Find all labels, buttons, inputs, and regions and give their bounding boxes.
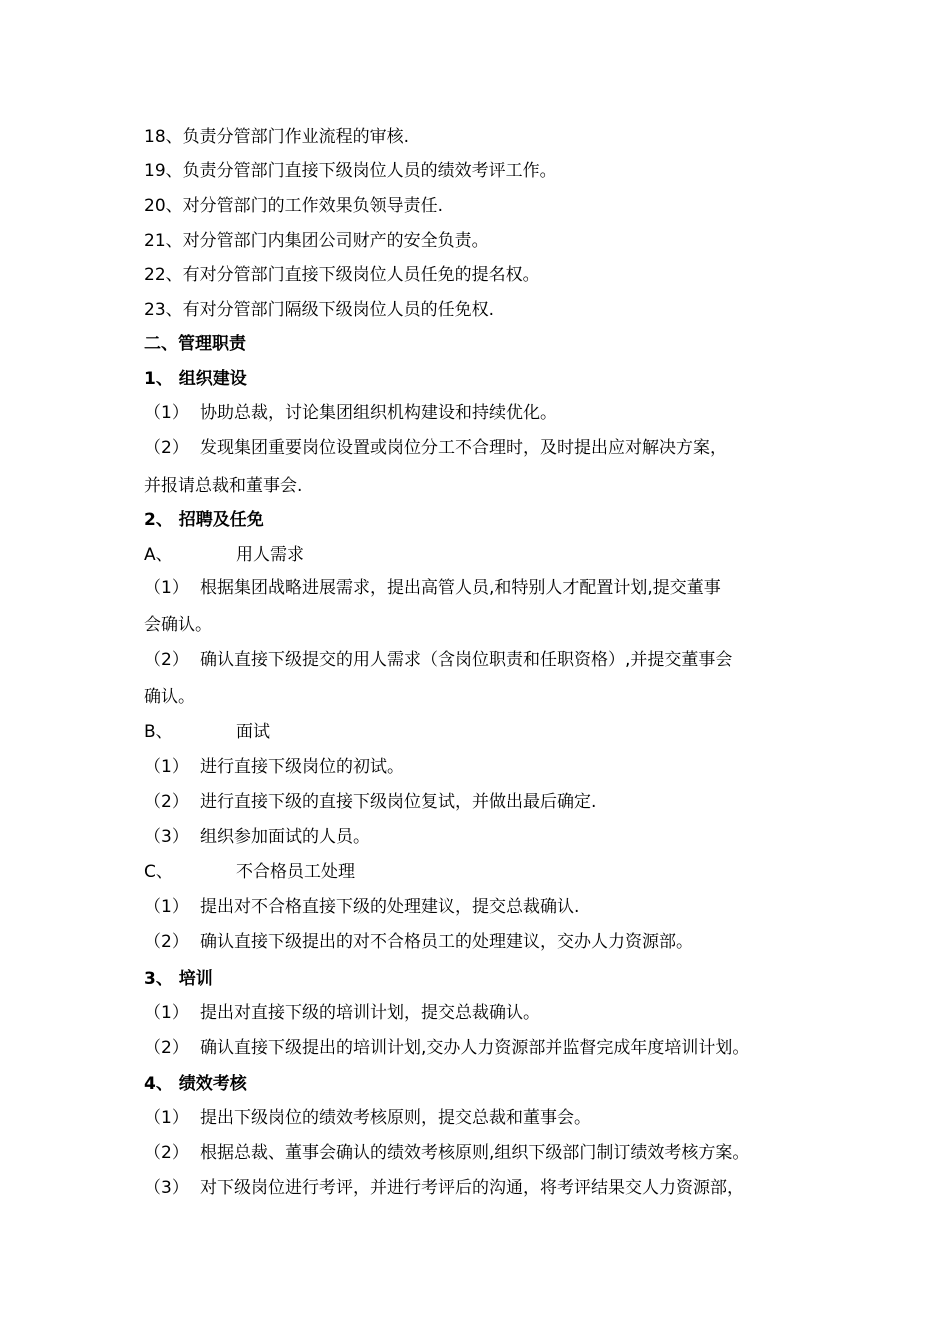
item-text: 提出下级岗位的绩效考核原则，提交总裁和董事会。	[200, 1108, 591, 1128]
org-item-1	[144, 401, 557, 425]
item-number: （1）	[144, 757, 189, 777]
section-title: 二、管理职责	[144, 334, 246, 354]
item-text: 对下级岗位进行考评，并进行考评后的沟通，将考评结果交人力资源部，	[200, 1178, 744, 1198]
recruit-b-item-2	[144, 790, 596, 814]
performance-item-2	[144, 1141, 749, 1165]
org-item-2-continued: 并报请总裁和董事会.	[144, 476, 303, 496]
training-item-1	[144, 1001, 540, 1025]
item-number: （2）	[144, 650, 189, 670]
recruit-heading: 2、 招聘及任免	[144, 510, 264, 530]
duty-line-20: 20、对分管部门的工作效果负领导责任.	[144, 196, 444, 216]
item-number: （2）	[144, 792, 189, 812]
performance-item-3	[144, 1176, 744, 1200]
item-number: （3）	[144, 1178, 189, 1198]
subsection-a	[144, 543, 304, 567]
duty-line-19: 19、负责分管部门直接下级岗位人员的绩效考评工作。	[144, 161, 557, 181]
item-number: （2）	[144, 438, 189, 458]
item-number: （1）	[144, 578, 189, 598]
subsection-label: B、	[144, 722, 173, 742]
item-number: （1）	[144, 1108, 189, 1128]
item-text: 根据总裁、董事会确认的绩效考核原则,组织下级部门制订绩效考核方案。	[200, 1143, 750, 1163]
item-text: 提出对直接下级的培训计划，提交总裁确认。	[200, 1003, 540, 1023]
duty-line-22: 22、有对分管部门直接下级岗位人员任免的提名权。	[144, 265, 540, 285]
training-heading: 3、 培训	[144, 969, 213, 989]
subsection-b	[144, 720, 270, 744]
recruit-b-item-1	[144, 755, 404, 779]
item-number: （1）	[144, 403, 189, 423]
subsection-title: 用人需求	[236, 545, 304, 565]
recruit-c-item-2	[144, 930, 693, 954]
item-text: 提出对不合格直接下级的处理建议，提交总裁确认.	[200, 897, 580, 917]
org-heading: 1、 组织建设	[144, 369, 247, 389]
subsection-label: A、	[144, 545, 173, 565]
subsection-label: C、	[144, 862, 173, 882]
item-number: （2）	[144, 932, 189, 952]
recruit-a-item-1	[144, 576, 721, 600]
item-text: 协助总裁，讨论集团组织机构建设和持续优化。	[200, 403, 557, 423]
item-number: （2）	[144, 1143, 189, 1163]
subsection-title: 不合格员工处理	[236, 862, 355, 882]
performance-heading: 4、 绩效考核	[144, 1074, 247, 1094]
item-number: （3）	[144, 827, 189, 847]
duty-line-21: 21、对分管部门内集团公司财产的安全负责。	[144, 231, 489, 251]
item-text: 确认直接下级提出的对不合格员工的处理建议，交办人力资源部。	[200, 932, 693, 952]
recruit-a-item-1-continued: 会确认。	[144, 615, 212, 635]
performance-item-1	[144, 1106, 591, 1130]
duty-line-18: 18、负责分管部门作业流程的审核.	[144, 127, 410, 147]
item-text: 确认直接下级提交的用人需求（含岗位职责和任职资格）,并提交董事会	[200, 650, 733, 670]
item-text: 组织参加面试的人员。	[200, 827, 370, 847]
subsection-c	[144, 860, 355, 884]
duty-line-23: 23、有对分管部门隔级下级岗位人员的任免权.	[144, 300, 495, 320]
item-text: 进行直接下级岗位的初试。	[200, 757, 404, 777]
recruit-a-item-2-continued: 确认。	[144, 687, 195, 707]
recruit-b-item-3	[144, 825, 370, 849]
item-number: （1）	[144, 1003, 189, 1023]
training-item-2	[144, 1036, 749, 1060]
item-number: （1）	[144, 897, 189, 917]
subsection-title: 面试	[236, 722, 270, 742]
item-text: 发现集团重要岗位设置或岗位分工不合理时，及时提出应对解决方案，	[200, 438, 727, 458]
item-text: 根据集团战略进展需求，提出高管人员,和特别人才配置计划,提交董事	[200, 578, 721, 598]
recruit-a-item-2	[144, 648, 732, 672]
item-text: 确认直接下级提出的培训计划,交办人力资源部并监督完成年度培训计划。	[200, 1038, 750, 1058]
recruit-c-item-1	[144, 895, 579, 919]
org-item-2	[144, 436, 727, 460]
item-number: （2）	[144, 1038, 189, 1058]
item-text: 进行直接下级的直接下级岗位复试，并做出最后确定.	[200, 792, 597, 812]
